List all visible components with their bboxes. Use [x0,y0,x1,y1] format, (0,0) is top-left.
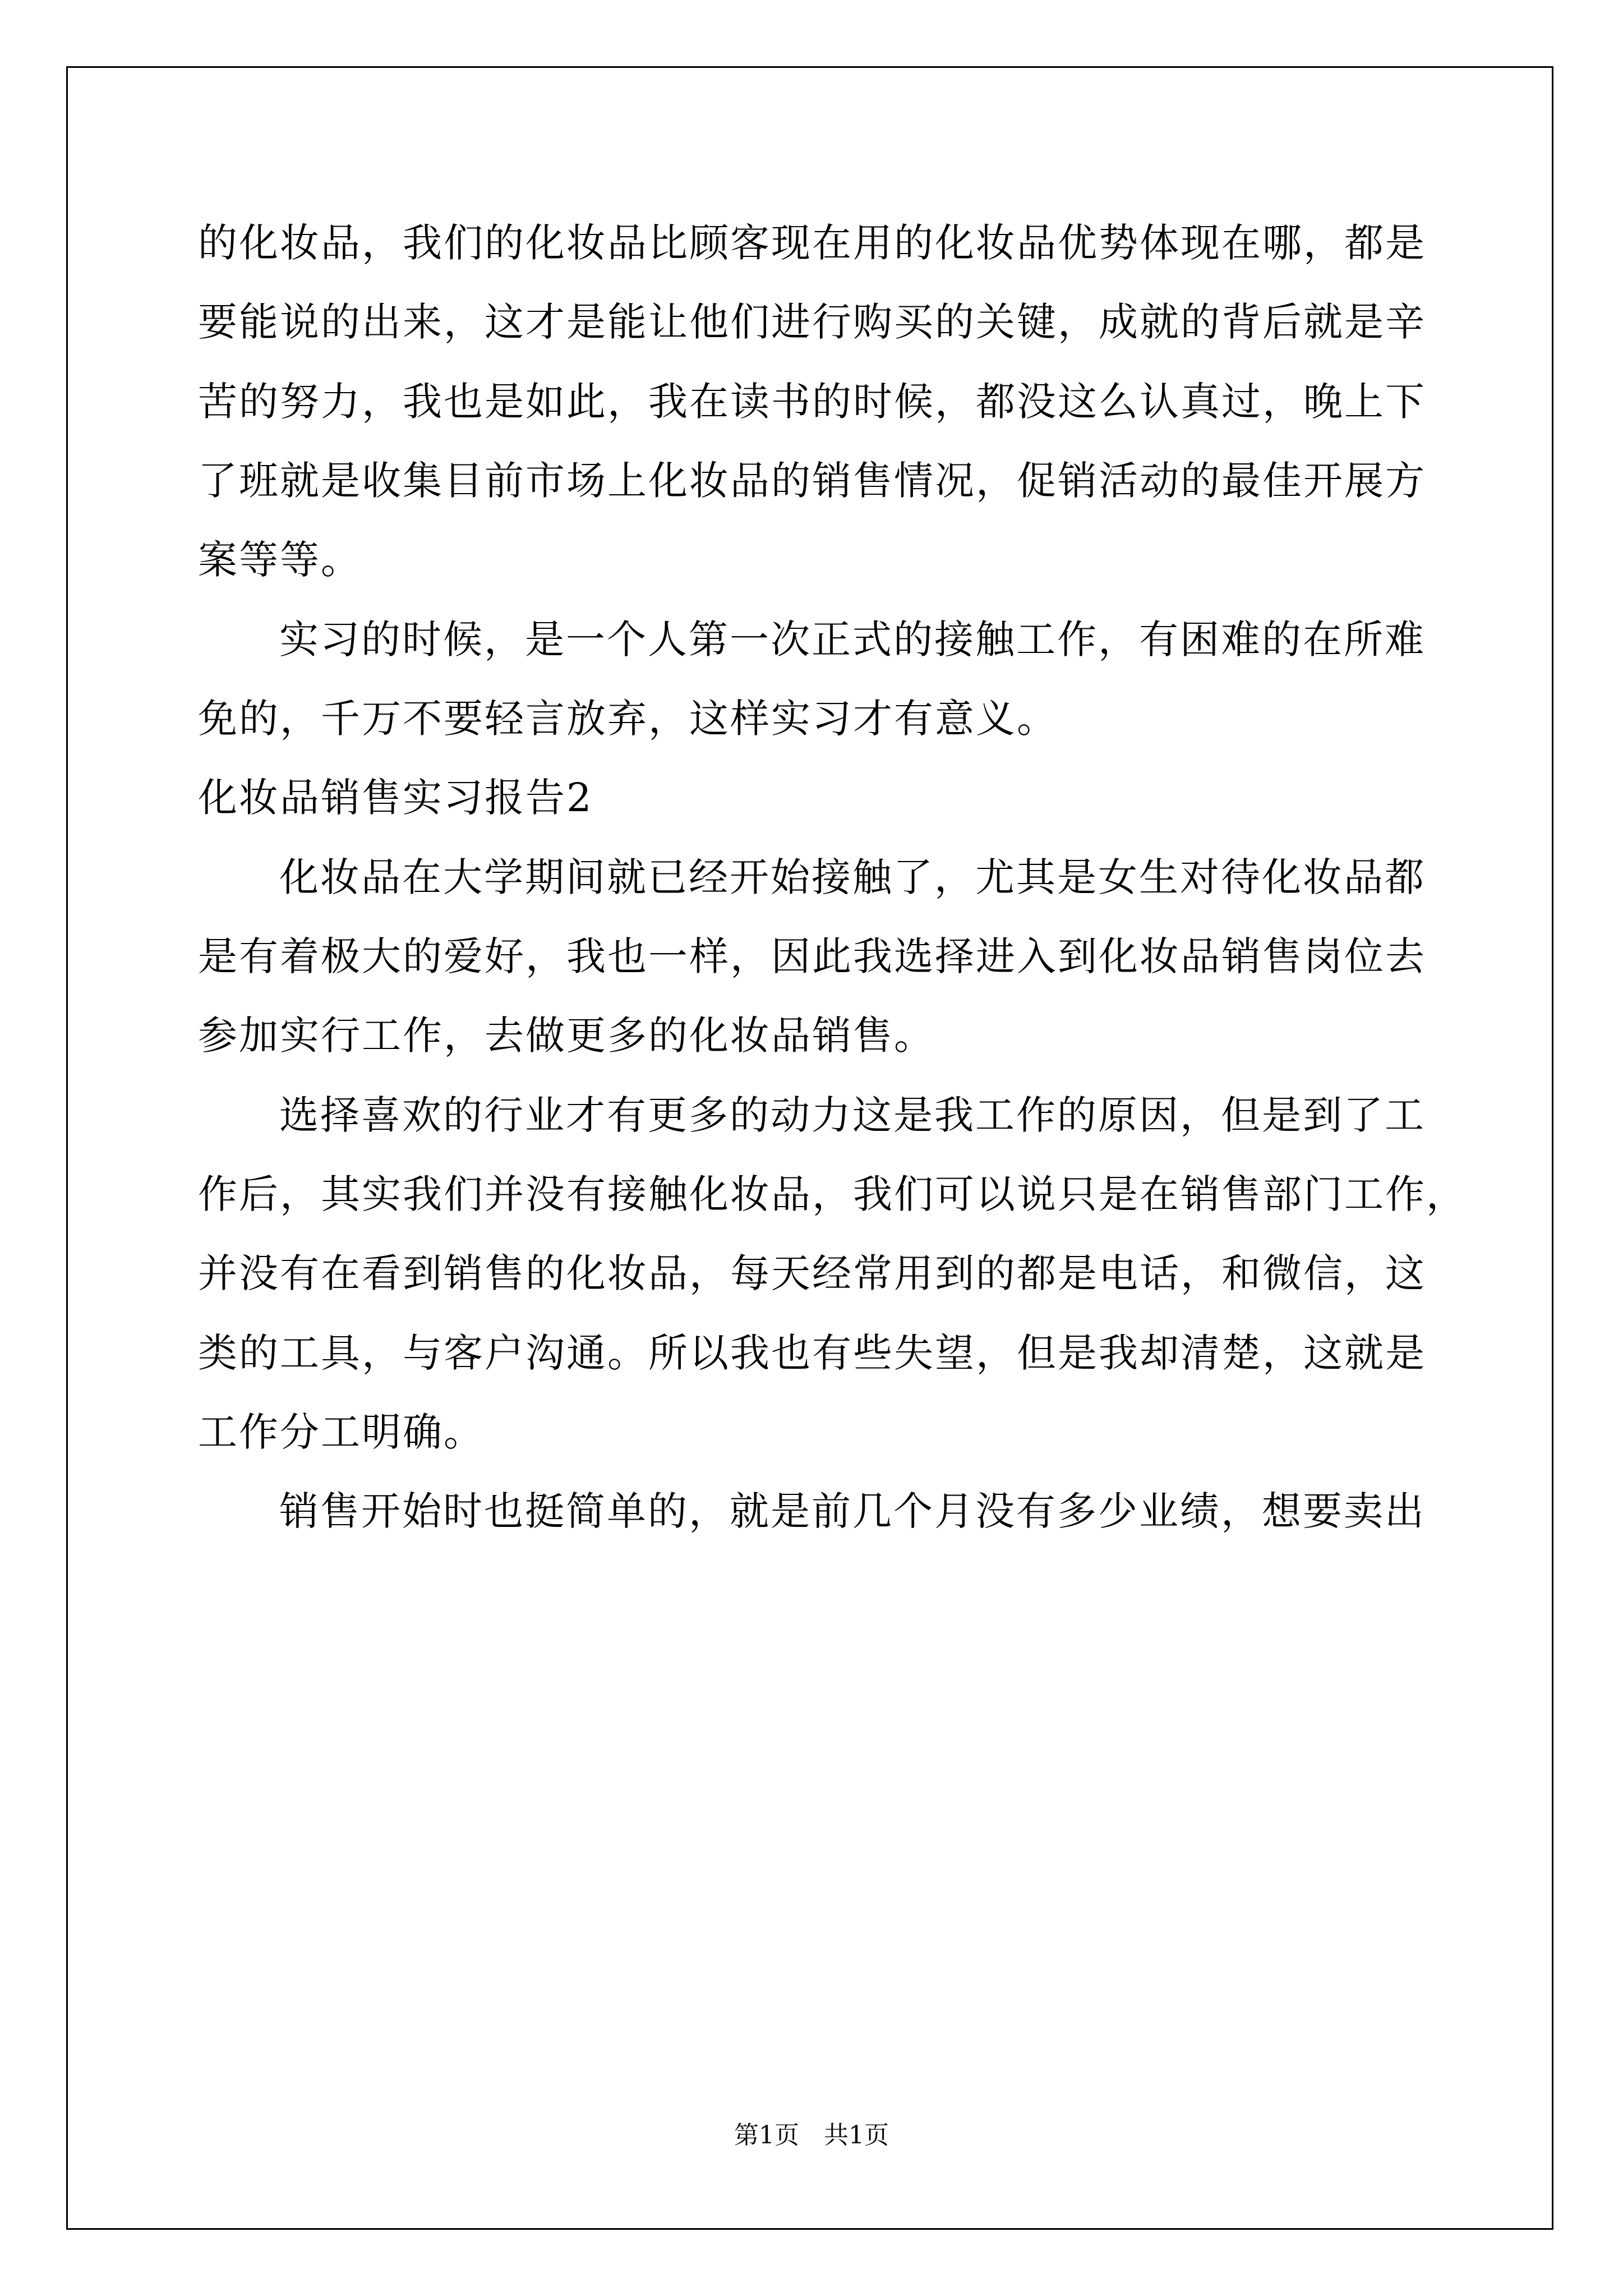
paragraph-first-line: 实习的时候，是一个人第一次正式的接触工作，有困难的在所难 [279,616,1426,662]
page-footer: 第1页 共1页 [734,2121,889,2150]
body-text-line: 要能说的出来，这才是能让他们进行购买的关键，成就的背后就是辛 [198,299,1426,345]
body-text-line: 苦的努力，我也是如此，我在读书的时候，都没这么认真过，晚上下 [198,379,1426,425]
paragraph-first-line: 选择喜欢的行业才有更多的动力这是我工作的原因，但是到了工 [279,1092,1426,1138]
body-text-line: 是有着极大的爱好，我也一样，因此我选择进入到化妆品销售岗位去 [198,933,1426,979]
body-text-line: 作后，其实我们并没有接触化妆品，我们可以说只是在销售部门工作， [198,1171,1467,1217]
body-text-line: 的化妆品，我们的化妆品比顾客现在用的化妆品优势体现在哪，都是 [198,220,1426,266]
body-text-line: 免的，千万不要轻言放弃，这样实习才有意义。 [198,696,1058,742]
paragraph-first-line: 销售开始时也挺简单的，就是前几个月没有多少业绩，想要卖出 [279,1488,1426,1534]
body-text-line: 类的工具，与客户沟通。所以我也有些失望，但是我却清楚，这就是 [198,1330,1426,1376]
body-text-line: 并没有在看到销售的化妆品，每天经常用到的都是电话，和微信，这 [198,1250,1426,1296]
paragraph-first-line: 化妆品在大学期间就已经开始接触了，尤其是女生对待化妆品都 [279,854,1426,900]
body-text-line: 了班就是收集目前市场上化妆品的销售情况，促销活动的最佳开展方 [198,458,1426,504]
section-heading: 化妆品销售实习报告2 [198,775,593,821]
body-text-line: 参加实行工作，去做更多的化妆品销售。 [198,1013,935,1059]
body-text-line: 工作分工明确。 [198,1409,485,1455]
body-text-line: 案等等。 [198,537,362,583]
